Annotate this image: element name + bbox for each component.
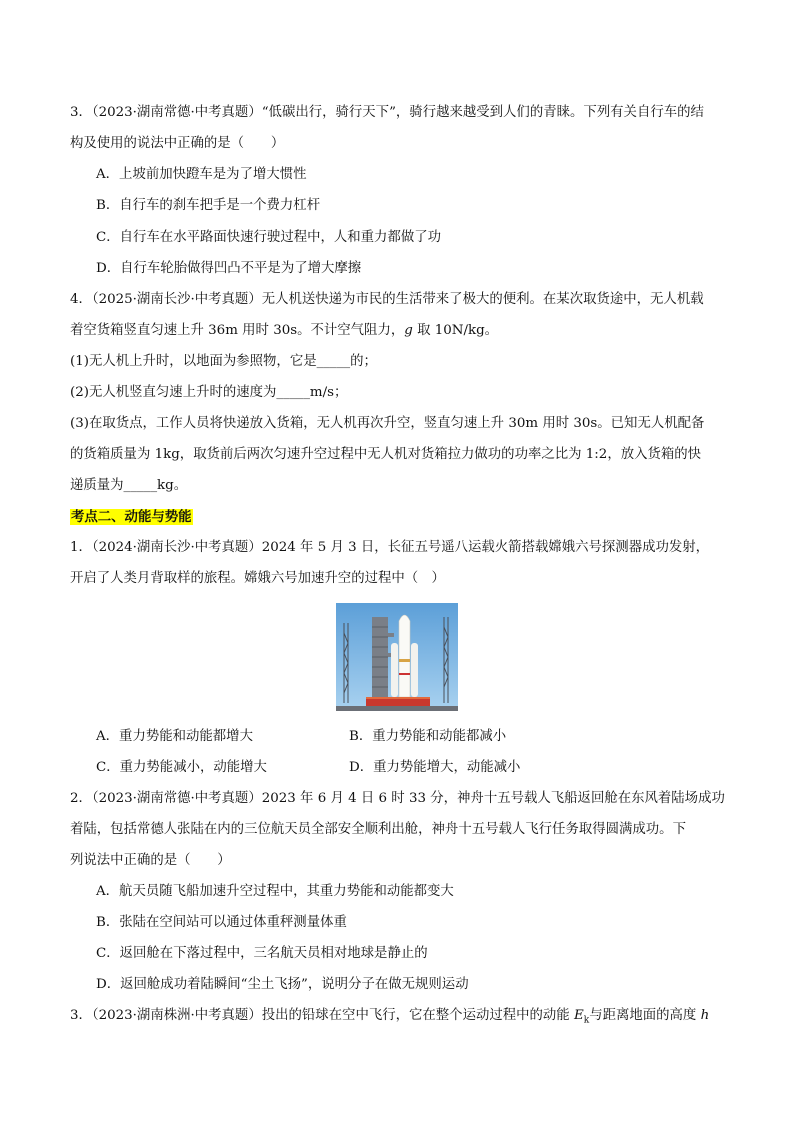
q4-sub3-line2: 的货箱质量为 1kg，取货前后两次匀速升空过程中无人机对货箱拉力做功的功率之比为 1:2，放入货箱的快 bbox=[70, 447, 702, 462]
ek-variable: E bbox=[573, 1008, 584, 1023]
q4-stem-line2-b: 取 10N/kg。 bbox=[412, 323, 499, 338]
g-variable: g bbox=[404, 323, 413, 338]
q2-option-b: B．张陆在空间站可以通过体重秤测量体重 bbox=[96, 915, 347, 930]
section-title: 考点二、动能与势能 bbox=[71, 509, 192, 525]
q2-option-d: D．返回舱成功着陆瞬间“尘土飞扬”，说明分子在做无规则运动 bbox=[96, 977, 469, 992]
q2-stem-line1: 2．（2023·湖南常德·中考真题）2023 年 6 月 4 日 6 时 33 分，神舟十五号载人飞船返回舱在东风着陆场成功 bbox=[70, 791, 725, 806]
q4-stem-line2-a: 着空货箱竖直匀速上升 36m 用时 30s。不计空气阻力， bbox=[70, 323, 405, 338]
q2-stem-line3: 列说法中正确的是（ ） bbox=[70, 853, 231, 868]
q1-stem-line1: 1．（2024·湖南长沙·中考真题）2024 年 5 月 3 日，长征五号遥八运载火箭搭载嫦娥六号探测器成功发射， bbox=[70, 540, 710, 555]
q2-stem-line2: 着陆，包括常德人张陆在内的三位航天员全部安全顺利出舱，神舟十五号载人飞行任务取得圆满成功。下 bbox=[70, 822, 686, 837]
q3b-stem-line1 bbox=[70, 1006, 709, 1031]
q4-stem-line1: 4．（2025·湖南长沙·中考真题）无人机送快递为市民的生活带来了极大的便利。在某次取货途中，无人机载 bbox=[70, 292, 704, 307]
q3-stem-line2: 构及使用的说法中正确的是（ ） bbox=[70, 136, 285, 151]
q4-sub1: (1)无人机上升时，以地面为参照物，它是_____的； bbox=[70, 354, 377, 369]
q3b-stem-b: 与距离地面的高度 bbox=[589, 1008, 701, 1023]
q1-option-c: C．重力势能减小，动能增大 bbox=[96, 760, 267, 775]
q4-sub2: (2)无人机竖直匀速上升时的速度为_____m/s； bbox=[70, 385, 348, 400]
ek-subscript: k bbox=[583, 1015, 590, 1026]
q2-option-c: C．返回舱在下落过程中，三名航天员相对地球是静止的 bbox=[96, 946, 428, 961]
q3-option-a: A．上坡前加快蹬车是为了增大惯性 bbox=[96, 167, 307, 182]
rocket-launch-image bbox=[336, 603, 458, 711]
q4-sub3-line3: 递质量为_____kg。 bbox=[70, 478, 188, 493]
q1-stem-line2: 开启了人类月背取样的旅程。嫦娥六号加速升空的过程中（ ） bbox=[70, 571, 445, 586]
q3-option-b: B．自行车的刹车把手是一个费力杠杆 bbox=[96, 198, 321, 213]
h-variable: h bbox=[700, 1008, 710, 1023]
q2-option-a: A．航天员随飞船加速升空过程中，其重力势能和动能都变大 bbox=[96, 884, 454, 899]
q4-stem-line2 bbox=[70, 321, 498, 341]
q3-option-c: C．自行车在水平路面快速行驶过程中，人和重力都做了功 bbox=[96, 230, 442, 245]
q3-option-d: D．自行车轮胎做得凹凸不平是为了增大摩擦 bbox=[96, 261, 362, 276]
q1-option-d: D．重力势能增大，动能减小 bbox=[349, 760, 521, 775]
section-heading bbox=[70, 507, 193, 528]
q3-stem-line1: 3．（2023·湖南常德·中考真题）“低碳出行，骑行天下”，骑行越来越受到人们的青睐。下列有关自行车的结 bbox=[70, 105, 704, 120]
q3b-stem-a: 3．（2023·湖南株洲·中考真题）投出的铅球在空中飞行，它在整个运动过程中的动能 bbox=[70, 1008, 574, 1023]
q1-option-b: B．重力势能和动能都减小 bbox=[349, 729, 507, 744]
q1-option-a: A．重力势能和动能都增大 bbox=[96, 729, 253, 744]
q4-sub3-line1: (3)在取货点，工作人员将快递放入货箱，无人机再次升空，竖直匀速上升 30m 用时 30s。已知无人机配备 bbox=[70, 416, 705, 431]
